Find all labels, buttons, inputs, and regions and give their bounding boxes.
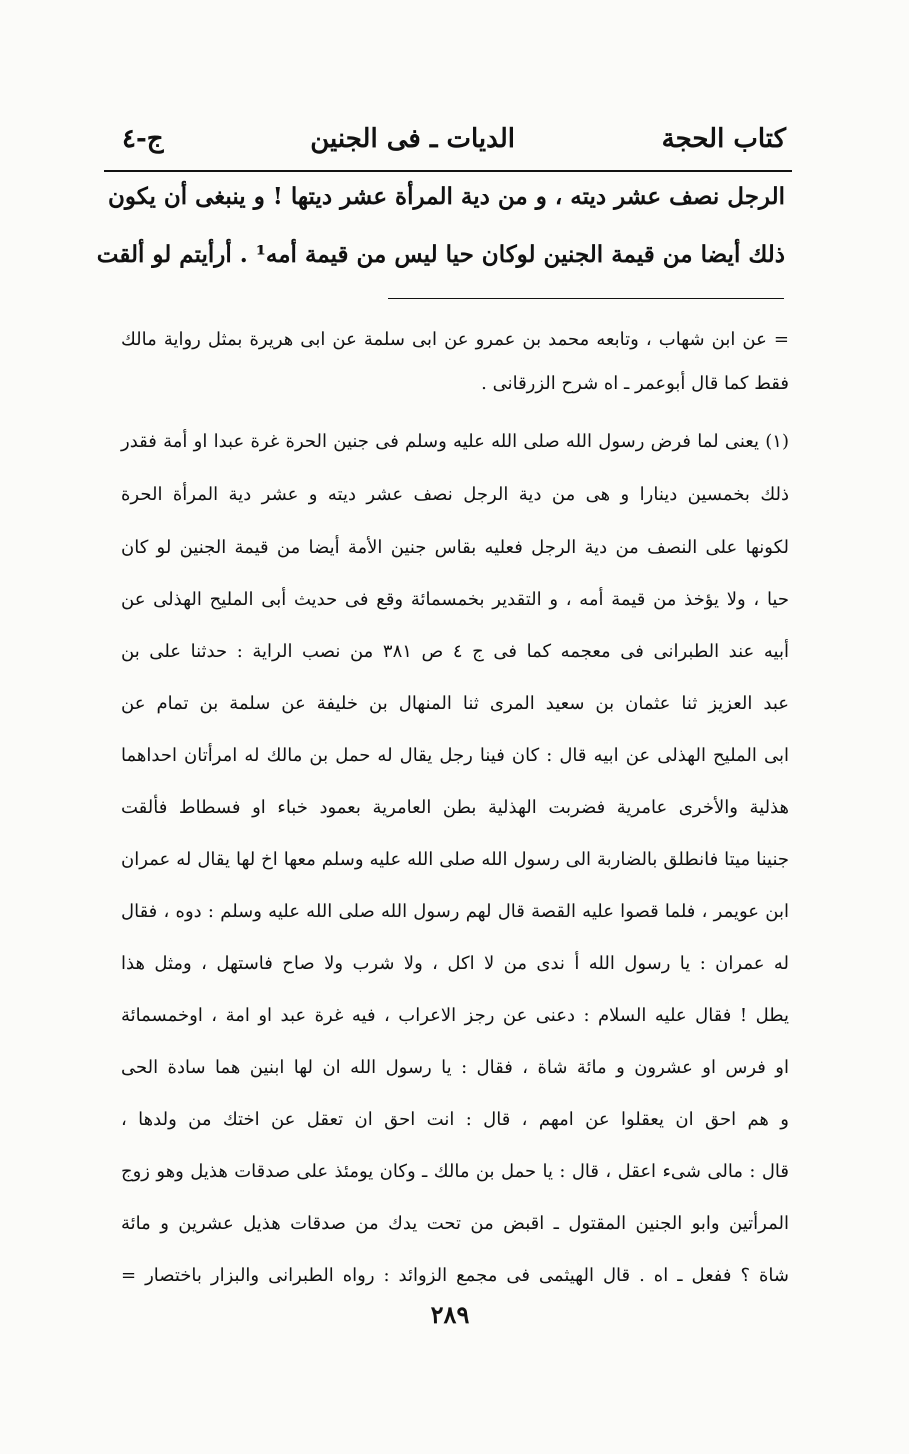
footnote-line: أبيه عند الطبرانى فى معجمه كما فى ج ٤ ص ٣٨١ من نصب الراية : حدثنا على بن <box>121 641 789 662</box>
footnote-line: و هم احق ان يعقلوا عن امهم ، قال : انت احق ان تعقل عن اختك من ولدها ، <box>121 1109 789 1130</box>
footnote-line: لكونها على النصف من دية الرجل فعليه بقاس جنين الأمة أيضا من قيمة الجنين لو كان <box>121 537 789 558</box>
book-title: كتاب الحجة <box>661 124 786 154</box>
footnote-line: ابن عويمر ، فلما قصوا عليه القصة قال لهم رسول الله صلى الله عليه وسلم : دوه ، فقال <box>121 901 789 922</box>
footnote-line: هذلية والأخرى عامرية فضربت الهذلية بطن العامرية بعمود خباء او فسطاط فألقت <box>121 797 789 818</box>
footnote-line: قال : مالى شىء اعقل ، قال : يا حمل بن مالك ـ وكان يومئذ على صدقات هذيل وهو زوج <box>121 1161 789 1182</box>
footnote-rule <box>388 298 784 299</box>
footnote-line: ذلك بخمسين دينارا و هى من دية الرجل نصف عشر ديته و عشر دية المرأة الحرة <box>121 484 789 505</box>
main-text-line: ذلك أيضا من قيمة الجنين لوكان حيا ليس من قيمة أمه¹ . أرأيتم لو ألقت <box>96 241 785 268</box>
footnote-line: له عمران : يا رسول الله أ ندى من لا اكل ، ولا شرب ولا صاح فاستهل ، ومثل هذا <box>121 953 789 974</box>
header-rule <box>104 170 792 172</box>
main-text-line: الرجل نصف عشر ديته ، و من دية المرأة عشر ديتها ! و ينبغى أن يكون <box>107 183 785 210</box>
footnote-line: حيا ، ولا يؤخذ من قيمة أمه ، و التقدير بخمسمائة وقع فى حديث أبى المليح الهذلى عن <box>121 589 789 610</box>
footnote-line: فقط كما قال أبوعمر ـ اه شرح الزرقانى . <box>481 373 789 394</box>
footnote-line: شاة ؟ ففعل ـ اه . قال الهيثمى فى مجمع الزوائد : رواه الطبرانى والبزار باختصار = <box>121 1265 789 1286</box>
footnote-line: (١) يعنى لما فرض رسول الله صلى الله عليه وسلم فى جنين الحرة غرة عبدا او أمة فقدر <box>121 431 789 452</box>
footnote-line: عبد العزيز ثنا عثمان بن سعيد المرى ثنا المنهال بن خليفة عن سلمة بن تمام عن <box>121 693 790 714</box>
footnote-line: يطل ! فقال عليه السلام : دعنى عن رجز الاعراب ، فيه غرة عبد او امة ، اوخمسمائة <box>121 1005 789 1026</box>
footnote-line: = عن ابن شهاب ، وتابعه محمد بن عمرو عن ابى سلمة عن ابى هريرة بمثل رواية مالك <box>121 329 789 350</box>
page-number: ٢٨٩ <box>430 1300 470 1329</box>
chapter-title: الديات ـ فى الجنين <box>310 124 515 154</box>
volume-label: ج-٤ <box>122 124 164 154</box>
footnote-line: او فرس او عشرون و مائة شاة ، فقال : يا رسول الله ان لها ابنين هما سادة الحى <box>121 1057 789 1078</box>
footnote-line: جنينا ميتا فانطلق بالضاربة الى رسول الله صلى الله عليه وسلم معها اخ لها يقال له عمران <box>121 849 789 870</box>
footnote-line: المرأتين وابو الجنين المقتول ـ اقبض من تحت يدك من صدقات هذيل عشرين و مائة <box>121 1213 789 1234</box>
footnote-line: ابى المليح الهذلى عن ابيه قال : كان فينا رجل يقال له حمل بن مالك له امرأتان احداهما <box>121 745 789 766</box>
running-header <box>122 112 786 166</box>
